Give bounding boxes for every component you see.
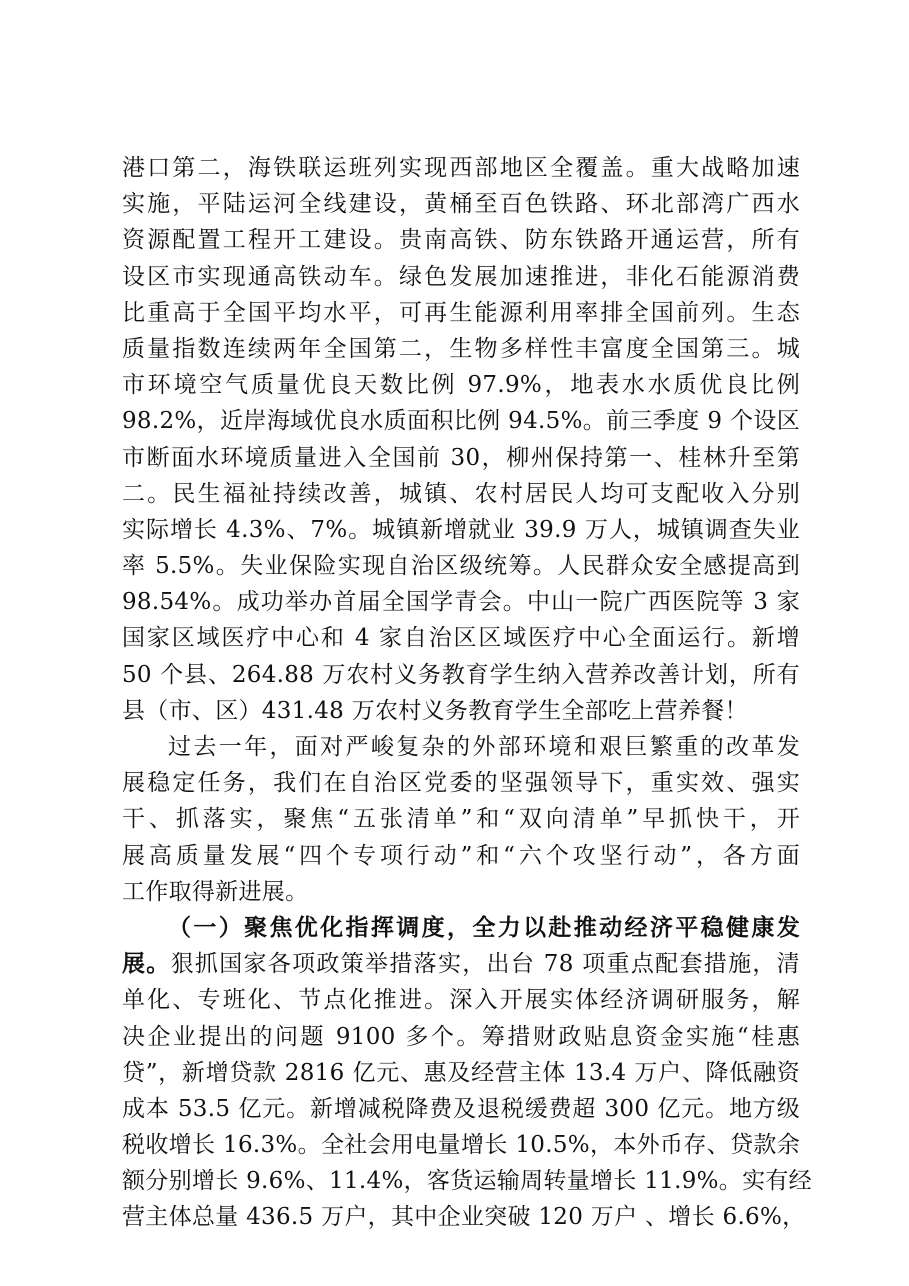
section-heading-line: [122, 910, 800, 946]
text-line: 实施，平陆运河全线建设，黄桶至百色铁路、环北部湾广西水: [122, 191, 800, 218]
text-line: 单化、专班化、节点化推进。深入开展实体经济调研服务，解: [122, 987, 800, 1014]
section-heading-end: 展。: [122, 950, 171, 978]
text-line: 干、抓落实，聚焦“五张清单”和“双向清单”早抓快干，开: [122, 806, 800, 833]
text-line: 二。民生福祉持续改善，城镇、农村居民人均可支配收入分别: [122, 480, 800, 507]
text-line: 比重高于全国平均水平，可再生能源利用率排全国前列。生态: [122, 299, 800, 326]
paragraph-3: [122, 910, 812, 1236]
text-line: 额分别增长 9.6%、11.4%，客货运输周转量增长 11.9%。实有经: [122, 1168, 812, 1195]
text-line: 税收增长 16.3%。全社会用电量增长 10.5%，本外币存、贷款余: [122, 1132, 800, 1159]
text-span: 狠抓国家各项政策举措落实，出台 78 项重点配套措施，清: [170, 951, 800, 978]
text-line: 98.2%，近岸海域优良水质面积比例 94.5%。前三季度 9 个设区: [122, 408, 800, 435]
text-line: 资源配置工程开工建设。贵南高铁、防东铁路开通运营，所有: [122, 227, 800, 254]
paragraph-1: [122, 150, 800, 729]
text-line: 质量指数连续两年全国第二，生物多样性丰富度全国第三。城: [122, 335, 800, 362]
text-line: 国家区域医疗中心和 4 家自治区区域医疗中心全面运行。新增: [122, 625, 800, 652]
text-line: 决企业提出的问题 9100 多个。筹措财政贴息资金实施“桂惠: [122, 1023, 800, 1050]
text-line: 工作取得新进展。: [122, 878, 309, 905]
text-line: 营主体总量 436.5 万户，其中企业突破 120 万户 、增长 6.6%，: [122, 1204, 806, 1231]
text-line: 贷”，新增贷款 2816 亿元、惠及经营主体 13.4 万户、降低融资: [122, 1059, 800, 1086]
text-line: 率 5.5%。失业保险实现自治区级统筹。人民群众安全感提高到: [122, 553, 800, 580]
text-line: 展高质量发展“四个专项行动”和“六个攻坚行动”，各方面: [122, 842, 800, 869]
paragraph-2: [122, 729, 800, 910]
text-line: 设区市实现通高铁动车。绿色发展加速推进，非化石能源消费: [122, 263, 800, 290]
text-line: 展稳定任务，我们在自治区党委的坚强领导下，重实效、强实: [122, 770, 800, 797]
text-line: 港口第二，海铁联运班列实现西部地区全覆盖。重大战略加速: [122, 155, 800, 181]
text-line: 50 个县、264.88 万农村义务教育学生纳入营养改善计划，所有: [122, 661, 800, 688]
text-line: 98.54%。成功举办首届全国学青会。中山一院广西医院等 3 家: [122, 589, 800, 616]
text-line: 市环境空气质量优良天数比例 97.9%，地表水水质优良比例: [122, 372, 800, 399]
section-heading: （一）聚焦优化指挥调度，全力以赴推动经济平稳健康发: [168, 913, 800, 941]
text-line: 过去一年，面对严峻复杂的外部环境和艰巨繁重的改革发: [168, 734, 800, 760]
text-line: 实际增长 4.3%、7%。城镇新增就业 39.9 万人，城镇调查失业: [122, 516, 800, 543]
text-line: [122, 946, 800, 982]
document-body: [122, 150, 812, 1236]
text-line: 县（市、区）431.48 万农村义务教育学生全部吃上营养餐！: [122, 697, 748, 724]
text-line: 市断面水环境质量进入全国前 30，柳州保持第一、桂林升至第: [122, 444, 800, 471]
text-line: 成本 53.5 亿元。新增减税降费及退税缓费超 300 亿元。地方级: [122, 1095, 800, 1122]
